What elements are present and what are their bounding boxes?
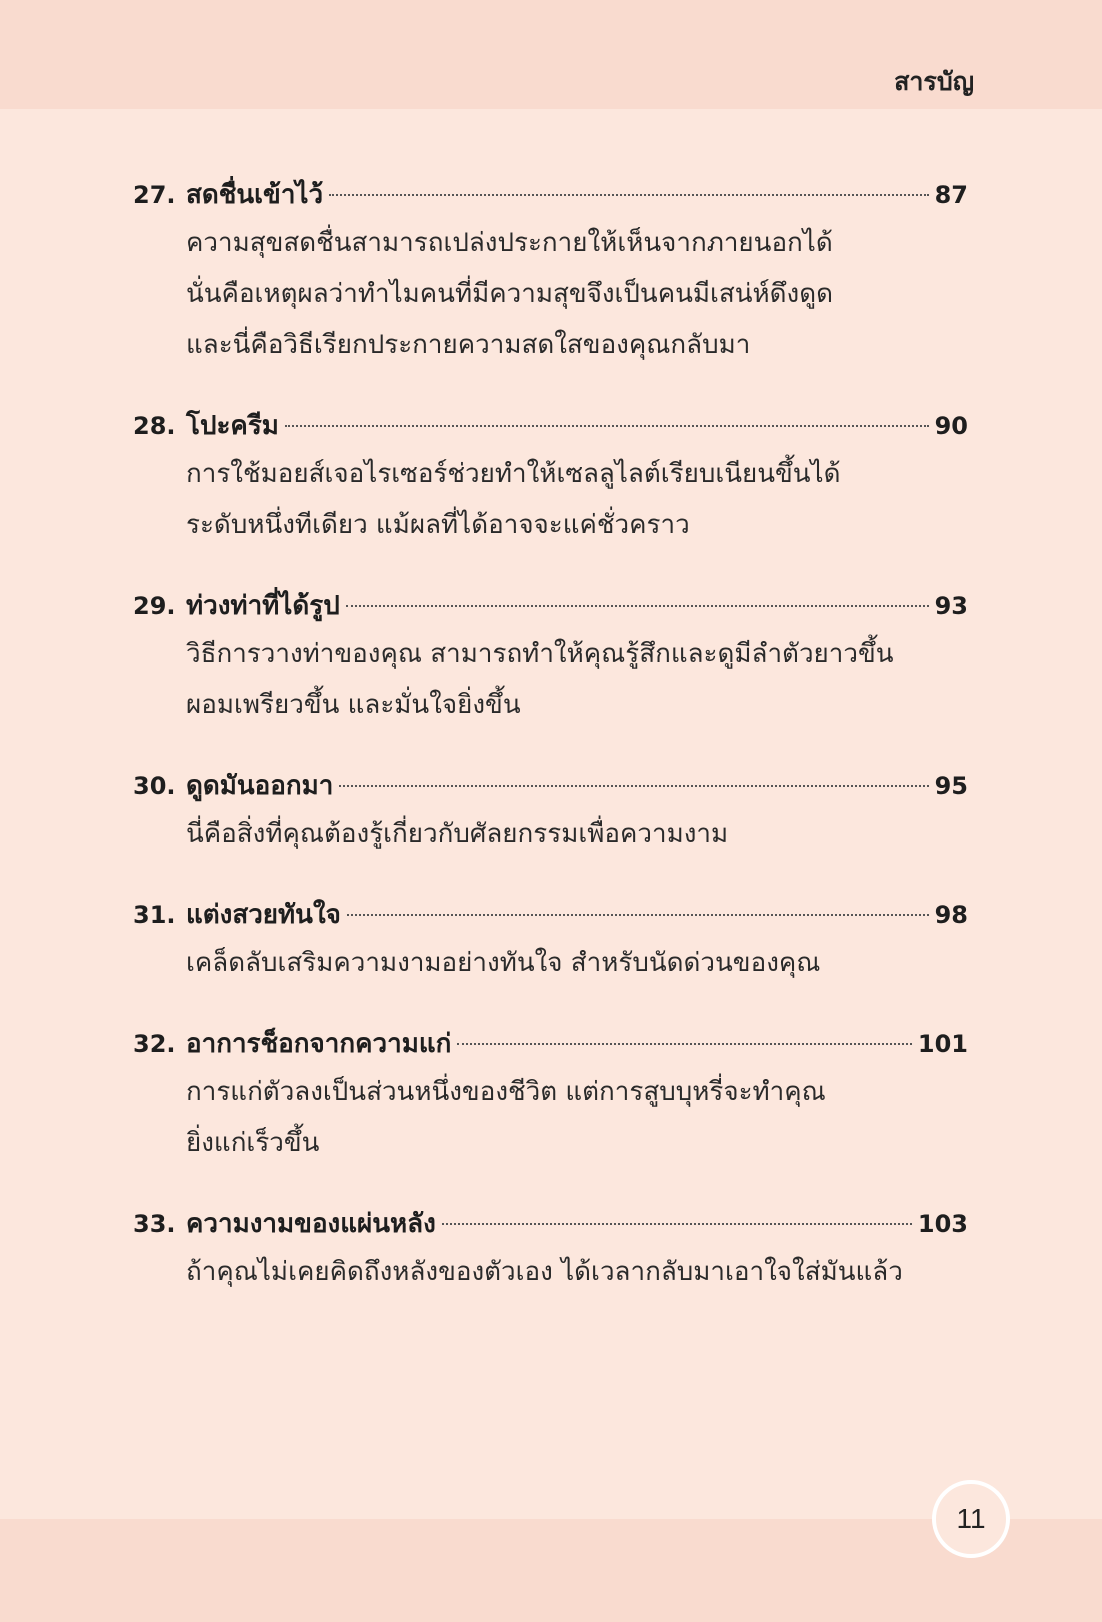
toc-entry-line <box>133 403 968 449</box>
description-line: วิธีการวางท่าของคุณ สามารถทำให้คุณรู้สึกและดูมีลำตัวยาวขึ้น <box>186 639 894 669</box>
toc-entry-title: ดูดมันออกมา <box>186 771 334 801</box>
toc-entry-number: 31. <box>133 901 176 929</box>
toc-entry-title: สดชื่นเข้าไว้ <box>186 180 324 210</box>
toc-entry-description <box>186 1067 968 1169</box>
toc-entry-number: 28. <box>133 412 176 440</box>
toc-entry-description <box>186 938 968 989</box>
toc-entry-page: 93 <box>934 592 968 620</box>
toc-entry-page: 90 <box>934 412 968 440</box>
toc-entry-page: 95 <box>934 772 968 800</box>
toc-entry-description <box>186 629 968 731</box>
description-line: นั่นคือเหตุผลว่าทำไมคนที่มีความสุขจึงเป็นคนมีเสน่ห์ดึงดูด <box>186 279 834 309</box>
toc-entry <box>133 172 968 371</box>
table-of-contents <box>133 172 968 1330</box>
toc-entry-line <box>133 892 968 938</box>
toc-entry-title: โปะครีม <box>186 411 279 441</box>
toc-entry-line <box>133 1021 968 1067</box>
toc-entry <box>133 1021 968 1169</box>
toc-entry-description <box>186 449 968 551</box>
toc-entry-page: 103 <box>917 1210 968 1238</box>
toc-entry-page: 98 <box>934 901 968 929</box>
toc-entry-number: 27. <box>133 181 176 209</box>
toc-entry <box>133 403 968 551</box>
toc-entry-title: ความงามของแผ่นหลัง <box>186 1209 436 1239</box>
dot-leader <box>346 605 929 607</box>
toc-entry-page: 87 <box>934 181 968 209</box>
dot-leader <box>329 194 928 196</box>
toc-entry-title: แต่งสวยทันใจ <box>186 900 341 930</box>
toc-entry <box>133 583 968 731</box>
toc-entry-line <box>133 583 968 629</box>
toc-entry-number: 32. <box>133 1030 176 1058</box>
dot-leader <box>339 785 928 787</box>
description-line: การแก่ตัวลงเป็นส่วนหนึ่งของชีวิต แต่การสูบบุหรี่จะทำคุณ <box>186 1077 826 1107</box>
dot-leader <box>457 1043 912 1045</box>
description-line: เคล็ดลับเสริมความงามอย่างทันใจ สำหรับนัดด่วนของคุณ <box>186 948 821 978</box>
description-line: ผอมเพรียวขึ้น และมั่นใจยิ่งขึ้น <box>186 690 521 720</box>
toc-entry-number: 29. <box>133 592 176 620</box>
description-line: นี่คือสิ่งที่คุณต้องรู้เกี่ยวกับศัลยกรรมเพื่อความงาม <box>186 819 729 849</box>
toc-entry <box>133 763 968 860</box>
description-line: ยิ่งแก่เร็วขึ้น <box>186 1128 320 1158</box>
toc-entry <box>133 892 968 989</box>
toc-entry-line <box>133 1201 968 1247</box>
toc-entry <box>133 1201 968 1298</box>
dot-leader <box>442 1223 912 1225</box>
toc-entry-title: ท่วงท่าที่ได้รูป <box>186 591 340 621</box>
toc-entry-description <box>186 809 968 860</box>
dot-leader <box>285 425 929 427</box>
toc-entry-title: อาการช็อกจากความแก่ <box>186 1029 452 1059</box>
toc-entry-number: 30. <box>133 772 176 800</box>
toc-entry-description <box>186 1247 968 1298</box>
dot-leader <box>347 914 929 916</box>
description-line: ถ้าคุณไม่เคยคิดถึงหลังของตัวเอง ได้เวลากลับมาเอาใจใส่มันแล้ว <box>186 1257 903 1287</box>
toc-entry-description <box>186 218 968 371</box>
description-line: การใช้มอยส์เจอไรเซอร์ช่วยทำให้เซลลูไลต์เรียบเนียนขึ้นได้ <box>186 459 841 489</box>
running-header: สารบัญ <box>894 67 974 96</box>
description-line: และนี่คือวิธีเรียกประกายความสดใสของคุณกลับมา <box>186 330 751 360</box>
description-line: ระดับหนึ่งทีเดียว แม้ผลที่ได้อาจจะแค่ชั่วคราว <box>186 510 690 540</box>
toc-entry-number: 33. <box>133 1210 176 1238</box>
toc-entry-page: 101 <box>917 1030 968 1058</box>
toc-entry-line <box>133 172 968 218</box>
page-number: 11 <box>932 1480 1010 1558</box>
description-line: ความสุขสดชื่นสามารถเปล่งประกายให้เห็นจากภายนอกได้ <box>186 228 833 258</box>
toc-entry-line <box>133 763 968 809</box>
